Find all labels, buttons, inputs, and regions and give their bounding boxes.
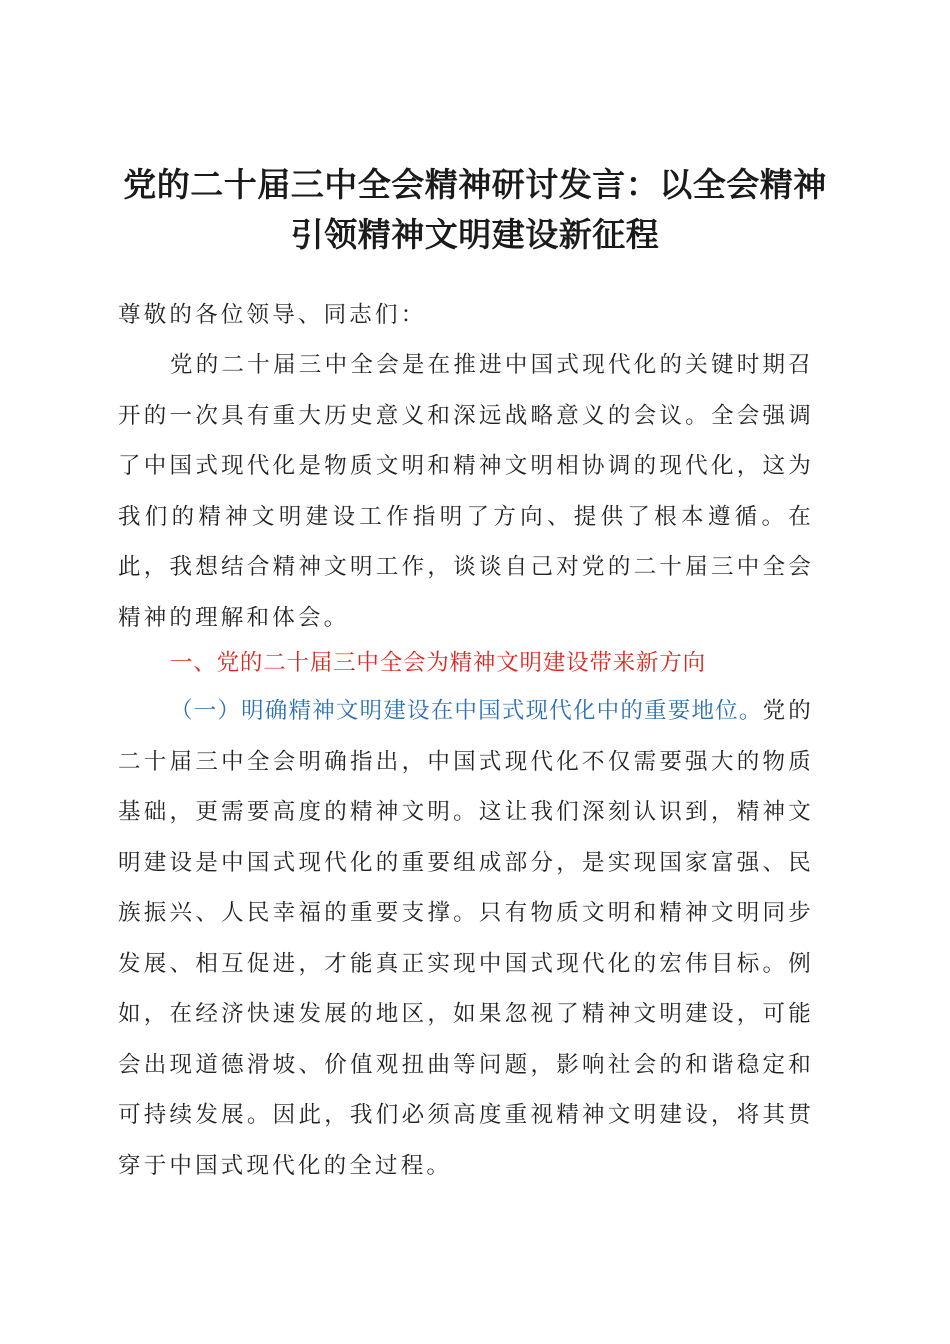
subsection-1-heading: （一）明确精神文明建设在中国式现代化中的重要地位。 [170, 698, 763, 724]
salutation: 尊敬的各位领导、同志们： [118, 302, 427, 328]
document-title: 党的二十届三中全会精神研讨发言：以全会精神引领精神文明建设新征程 [123, 165, 827, 254]
subsection-1-body: 党的二十届三中全会明确指出，中国式现代化不仅需要强大的物质基础，更需要高度的精神文明。这让我们深刻认识到，精神文明建设是中国式现代化的重要组成部分，是实现国家富强、民族振兴、人民幸福的重要支撑。只有物质文明和精神文明同步发展、相互促进，才能真正实现中国式现代化的宏伟目标。例如，在经济快速发展的地区，如果忽视了精神文明建设，可能会出现道德滑坡、价值观扭曲等问题，影响社会的和谐稳定和可持续发展。因此，我们必须高度重视精神文明建设，将其贯穿于中国式现代化的全过程。 [118, 698, 814, 1179]
intro-paragraph: 党的二十届三中全会是在推进中国式现代化的关键时期召开的一次具有重大历史意义和深远战略意义的会议。全会强调了中国式现代化是物质文明和精神文明相协调的现代化，这为我们的精神文明建设工作指明了方向、提供了根本遵循。在此，我想结合精神文明工作，谈谈自己对党的二十届三中全会精神的理解和体会。 [118, 352, 814, 631]
section-1-heading: 一、党的二十届三中全会为精神文明建设带来新方向 [170, 650, 706, 676]
subsection-1-paragraph [118, 686, 814, 1191]
